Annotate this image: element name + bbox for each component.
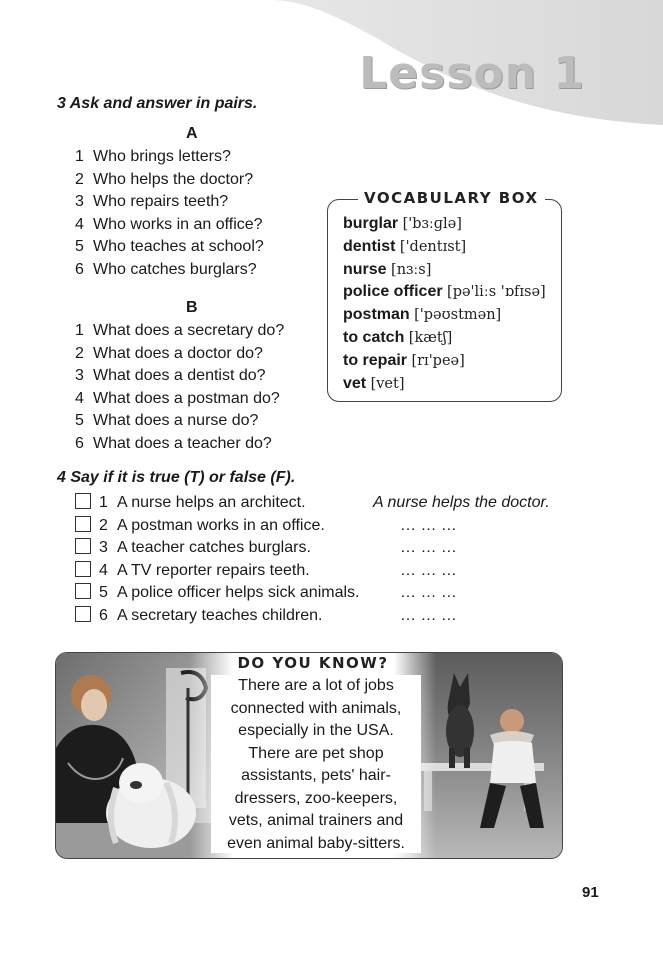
example-answer: A nurse helps the doctor. (373, 494, 550, 511)
column-b-label: B (186, 299, 198, 316)
vocabulary-entry: postman ['pəʊstmən] (343, 306, 502, 324)
column-a-label: A (186, 125, 198, 142)
answer-blank: … … … (400, 584, 457, 602)
question-item: 5 Who teaches at school? (75, 238, 264, 256)
column-b-questions (75, 320, 284, 456)
answer-blank: … … … (400, 606, 457, 624)
answer-blank: … … … (400, 516, 457, 534)
question-item: 4 Who works in an office? (75, 215, 263, 233)
answer-blank: … … … (400, 539, 457, 557)
question-item: 6 Who catches burglars? (75, 260, 257, 278)
question-item: 4 What does a postman do? (75, 389, 280, 407)
vocabulary-entry: burglar ['bɜːɡlə] (343, 215, 462, 232)
true-false-item: 4 A TV reporter repairs teeth. … … … (75, 560, 359, 583)
true-false-item: 2 A postman works in an office. … … … (75, 515, 359, 538)
vocabulary-entry: to catch [kætʃ] (343, 328, 453, 346)
did-you-know-box (55, 652, 563, 859)
groomer-photo (56, 653, 234, 858)
did-you-know-title: DO YOU KNOW? (234, 652, 392, 674)
answer-checkbox[interactable] (75, 606, 91, 622)
lesson-title: Lesson 1 (359, 48, 585, 99)
answer-blank: … … … (400, 561, 457, 579)
answer-checkbox[interactable] (75, 538, 91, 554)
answer-checkbox[interactable] (75, 583, 91, 599)
question-item: 1 Who brings letters? (75, 148, 231, 165)
vocabulary-entry: dentist ['dentɪst] (343, 237, 467, 255)
question-item: 2 What does a doctor do? (75, 344, 263, 362)
answer-checkbox[interactable] (75, 516, 91, 532)
true-false-list (75, 492, 550, 628)
vocabulary-entry: nurse [nɜːs] (343, 260, 432, 278)
question-item: 6 What does a teacher do? (75, 434, 272, 452)
did-you-know-text: There are a lot of jobs connected with animals, especially in the USA. There are pet shop assistants, pets' hair- dressers, zoo-keepers, vets, animal trainers and even animal baby-sitters. (211, 675, 421, 853)
page-number: 91 (582, 884, 599, 901)
question-item: 3 What does a dentist do? (75, 367, 266, 385)
vocabulary-entry: police officer [pə'liːs 'ɒfɪsə] (343, 283, 546, 301)
vocabulary-box-title: VOCABULARY BOX (358, 189, 545, 207)
true-false-item: 1 A nurse helps an architect. A nurse helps the doctor. (75, 492, 359, 515)
question-item: 5 What does a nurse do? (75, 412, 259, 430)
column-a-questions (75, 146, 264, 282)
true-false-item: 3 A teacher catches burglars. … … … (75, 537, 359, 560)
task-4-title: 4 Say if it is true (T) or false (F). (57, 469, 296, 486)
vocabulary-list (343, 213, 546, 395)
vocabulary-entry: to repair [rɪ'peə] (343, 351, 465, 369)
question-item: 3 Who repairs teeth? (75, 193, 229, 211)
question-item: 2 Who helps the doctor? (75, 170, 254, 188)
vocabulary-entry: vet [vet] (343, 374, 405, 392)
true-false-item: 5 A police officer helps sick animals. … … … (75, 582, 359, 605)
answer-checkbox[interactable] (75, 493, 91, 509)
answer-checkbox[interactable] (75, 561, 91, 577)
question-item: 1 What does a secretary do? (75, 322, 285, 339)
true-false-item: 6 A secretary teaches children. … … … (75, 605, 359, 628)
task-3-title: 3 Ask and answer in pairs. (57, 95, 258, 112)
vocabulary-box (327, 189, 562, 402)
